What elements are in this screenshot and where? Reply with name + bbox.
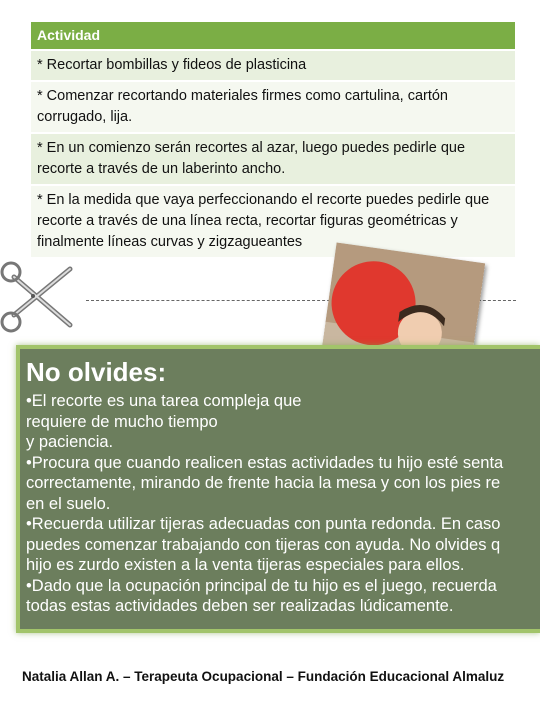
callout-line: y paciencia. xyxy=(26,433,114,451)
callout-line: •Procura que cuando realicen estas actividades tu hijo esté senta xyxy=(26,453,504,472)
callout-line: •Recuerda utilizar tijeras adecuadas con punta redonda. En caso xyxy=(26,515,501,533)
table-row: * Comenzar recortando materiales firmes como cartulina, cartón corrugado, lija. xyxy=(31,82,515,134)
table-header: Actividad xyxy=(31,22,515,51)
table-row: * En la medida que vaya perfeccionando el recorte puedes pedirle que recorte a través de una línea recta, recortar figuras geométricas y finalmente líneas curvas y zigzagueantes xyxy=(31,186,515,259)
footer-credit: Natalia Allan A. – Terapeuta Ocupacional – Fundación Educacional Almaluz xyxy=(22,669,505,684)
activity-table xyxy=(31,22,515,259)
scissors-icon xyxy=(0,255,80,340)
callout-line: hijo es zurdo existen a la venta tijeras especiales para ellos. xyxy=(26,556,465,574)
callout-line: puedes comenzar trabajando con tijeras con ayuda. No olvides q xyxy=(26,535,501,554)
callout-body xyxy=(26,391,540,617)
table-row: * Recortar bombillas y fideos de plasticina xyxy=(31,51,515,82)
table-row: * En un comienzo serán recortes al azar, luego puedes pedirle que recorte a través de un laberinto ancho. xyxy=(31,134,515,186)
callout-line: en el suelo. xyxy=(26,494,111,513)
callout-line: requiere de mucho tiempo xyxy=(26,412,218,431)
callout-title: No olvides: xyxy=(26,357,167,387)
callout-line: •Dado que la ocupación principal de tu hijo es el juego, recuerda xyxy=(26,576,497,595)
callout-line: correctamente, mirando de frente hacia la mesa y con los pies re xyxy=(26,474,501,492)
reminder-callout xyxy=(16,345,540,633)
callout-line: •El recorte es una tarea compleja que xyxy=(26,392,302,410)
callout-line: todas estas actividades deben ser realizadas lúdicamente. xyxy=(26,597,454,615)
